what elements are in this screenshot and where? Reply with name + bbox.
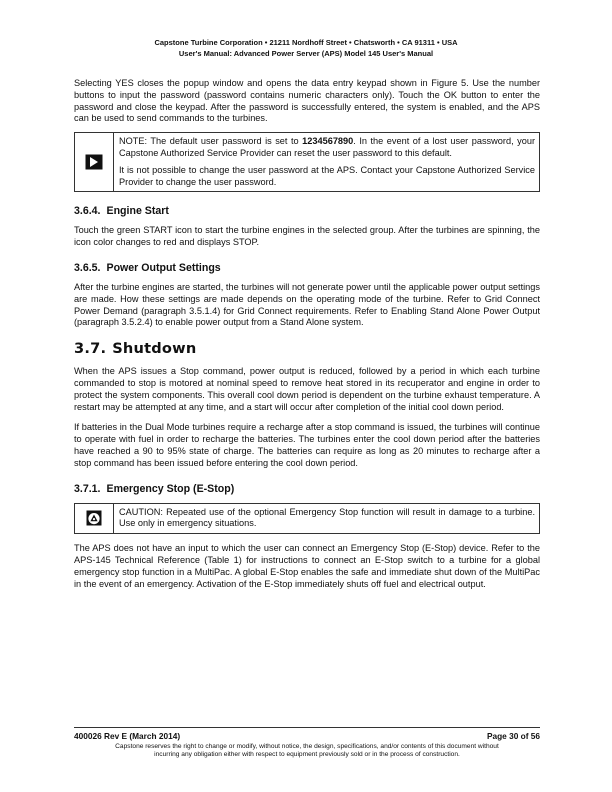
footer-doc-id: 400026 Rev E (March 2014) xyxy=(74,731,181,741)
footer-disclaimer xyxy=(74,743,540,759)
footer-disclaimer-line-2: incurring any obligation either with respect to equipment previously sold or in the process of construction. xyxy=(154,751,460,759)
section-title: Emergency Stop (E-Stop) xyxy=(106,482,235,495)
section-title: Engine Start xyxy=(106,205,169,218)
header-manual-title: User's Manual: Advanced Power Server (APS) Model 145 User's Manual xyxy=(178,49,434,58)
note-text xyxy=(114,133,539,191)
page-footer xyxy=(74,727,540,759)
estop-paragraph: The APS does not have an input to which the user can connect an Emergency Stop (E-Stop) device. Refer to the APS-145 Technical Reference (Table 1) for instructions to connect an E-Stop switch to a turbine for a global emergency stop function in a MultiPac. A global E-Stop enables the safe and immediate shut down of the MultiPac in the event of an emergency. Activation of the E-Stop immediately shuts off fuel and electrical output. xyxy=(74,543,540,589)
footer-page-number: Page 30 of 56 xyxy=(486,731,540,741)
note-text-before: NOTE: The default user password is set to xyxy=(119,136,303,147)
note-paragraph-1 xyxy=(119,136,535,160)
power-output-paragraph: After the turbine engines are started, the turbines will not generate power until the applicable power output settings are made. How these settings are made depends on the operating mode of the turbine. Refer to Grid Connect Power Demand (paragraph 3.5.1.4) for Grid Connect requirements. Refer to Enabling Stand Alone Power Output (paragraph 3.5.2.4) to enable power output from a Stand Alone system. xyxy=(74,281,540,328)
page-header xyxy=(0,37,612,59)
footer-row xyxy=(74,731,540,741)
footer-disclaimer-line-1: Capstone reserves the right to change or modify, without notice, the design, specifications, and/or contents of this document without xyxy=(115,743,499,750)
caution-text xyxy=(114,504,539,534)
header-company-line: Capstone Turbine Corporation • 21211 Nordhoff Street • Chatsworth • CA 91311 • USA xyxy=(154,38,458,47)
shutdown-paragraph-1: When the APS issues a Stop command, power output is reduced, followed by a period in which each turbine commanded to stop is motored at nominal speed to remove heat stored in its recuperator and engine in order to protect the system components. This overall cool down period is dependent on the turbine exhaust temperature. A restart may be attempted at any time, and a start will occur after completion of the initial cool down period. xyxy=(74,366,540,412)
note-text-after: . In the event of a lost user password, your Capstone Authorized Service Provider can reset the user password to this default. xyxy=(119,136,535,158)
caution-box xyxy=(74,503,540,535)
section-heading-estop xyxy=(74,483,540,495)
section-heading-shutdown xyxy=(74,341,540,357)
footer-divider xyxy=(74,727,540,728)
section-number: 3.6.5. xyxy=(74,261,101,274)
default-password: 1234567890 xyxy=(302,136,354,147)
engine-start-paragraph: Touch the green START icon to start the turbine engines in the selected group. After the turbines are spinning, the icon color changes to red and displays STOP. xyxy=(74,225,540,248)
arrow-pointer-icon xyxy=(85,154,103,170)
intro-paragraph: Selecting YES closes the popup window and opens the data entry keypad shown in Figure 5. Use the number buttons to input the password (password contains numeric characters only). Touch the OK button to enter the password and close the keypad. After the password is successfully entered, the system is enabled, and the APS can be used to send commands to the turbines. xyxy=(74,78,540,124)
shutdown-paragraph-2: If batteries in the Dual Mode turbines require a recharge after a stop command is issued, the turbines will continue to operate with fuel in order to recharge the batteries. The turbines enter the cool down period after the batteries have reached a 90 to 95% state of charge. The batteries can require as long as 20 minutes to recharge after a stop command has been issued before entering the cool down period. xyxy=(74,422,540,468)
caution-paragraph: CAUTION: Repeated use of the optional Emergency Stop function will result in damage to a turbine. Use only in emergency situations. xyxy=(119,506,535,529)
section-number: 3.6.4. xyxy=(74,205,101,218)
note-icon-cell xyxy=(75,133,114,191)
section-title: Power Output Settings xyxy=(106,261,221,274)
section-heading-engine-start xyxy=(74,205,540,217)
section-title: Shutdown xyxy=(112,340,197,358)
note-paragraph-2: It is not possible to change the user password at the APS. Contact your Capstone Authorized Service Provider to change the user password. xyxy=(119,164,535,187)
section-heading-power-output xyxy=(74,262,540,274)
section-number: 3.7. xyxy=(74,340,107,358)
page-content xyxy=(74,78,540,590)
section-number: 3.7.1. xyxy=(74,482,101,495)
note-box xyxy=(74,132,540,192)
caution-icon-cell xyxy=(75,504,114,534)
caution-hand-icon xyxy=(86,510,102,526)
